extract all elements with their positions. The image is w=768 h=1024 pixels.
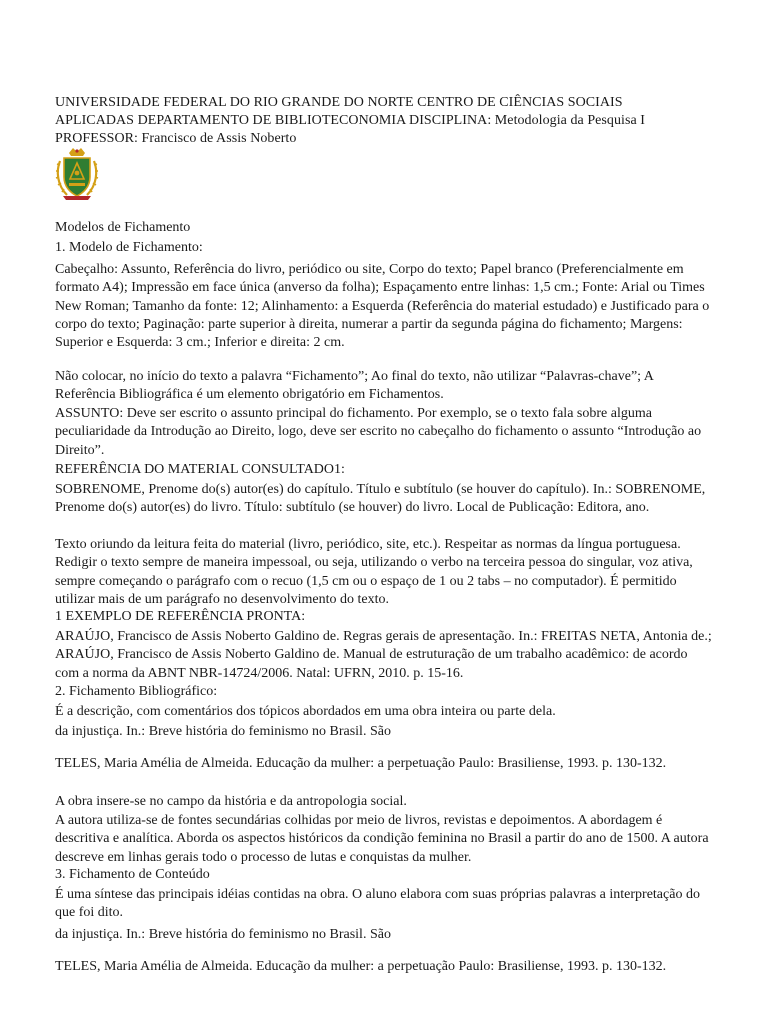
header-line-department: APLICADAS DEPARTAMENTO DE BIBLIOTECONOMIA DISCIPLINA: Metodologia da Pesquisa I [55, 113, 645, 128]
heading-referencia-material: REFERÊNCIA DO MATERIAL CONSULTADO1: [55, 462, 345, 477]
paragraph-injustica-1: da injustiça. In.: Breve história do feminismo no Brasil. São [55, 724, 391, 739]
paragraph-araujo-reference: ARAÚJO, Francisco de Assis Noberto Galdino de. Regras gerais de apresentação. In.: FREITAS NETA, Antonia de.; ARAÚJO, Francisco de Assis Noberto Galdino de. Manual de estruturação de um trabalho acadêmico: de acordo com a norma da ABNT NBR-14724/2006. Natal: UFRN, 2010. p. 15-16. [55, 629, 712, 681]
university-crest-icon [55, 147, 99, 201]
paragraph-teles-reference-2: TELES, Maria Amélia de Almeida. Educação da mulher: a perpetuação Paulo: Brasiliense, 1993. p. 130-132. [55, 959, 667, 974]
heading-fichamento-bibliografico: 2. Fichamento Bibliográfico: [55, 684, 218, 699]
paragraph-descricao: É a descrição, com comentários dos tópicos abordados em uma obra inteira ou parte dela. [55, 704, 556, 719]
paragraph-cabecalho: Cabeçalho: Assunto, Referência do livro, periódico ou site, Corpo do texto; Papel branco (Preferencialmente em formato A4); Impressão em face única (anverso da folha); Espaçamento entre linhas: 1,5 cm.; Fonte: Arial ou Times New Roman; Tamanho da fonte: 12; Alinhamento: a Esquerda (Referência do material estudado) e Justificado para o corpo do texto; Paginação: parte superior à direita, numerar a partir da segunda página do fichamento; Margens: Superior e Esquerda: 3 cm.; Inferior e direita: 2 cm. [55, 262, 710, 351]
heading-model-1: 1. Modelo de Fichamento: [55, 240, 203, 255]
paragraph-texto-oriundo: Texto oriundo da leitura feita do material (livro, periódico, site, etc.). Respeitar as normas da língua portuguesa. Redigir o texto sempre de maneira impessoal, ou seja, utilizando o verbo na terceira pessoa do singular, voz ativa, sempre começando o parágrafo com o recuo (1,5 cm ou o espaço de 1 ou 2 tabs – no computador). É permitido utilizar mais de um parágrafo no desenvolvimento do texto. [55, 537, 693, 607]
heading-fichamento-conteudo: 3. Fichamento de Conteúdo [55, 867, 210, 882]
section-title-models: Modelos de Fichamento [55, 220, 191, 235]
paragraph-sintese: É uma síntese das principais idéias contidas na obra. O aluno elabora com suas próprias palavras a interpretação do que foi dito. [55, 887, 700, 921]
paragraph-teles-reference-1: TELES, Maria Amélia de Almeida. Educação da mulher: a perpetuação Paulo: Brasiliense, 1993. p. 130-132. [55, 756, 667, 771]
paragraph-autora-utiliza: A autora utiliza-se de fontes secundárias colhidas por meio de livros, revistas e depoimentos. A abordagem é descritiva e analítica. Aborda os aspectos históricos da condição feminina no Brasil a partir do ano de 1500. A autora descreve em linhas gerais todo o processo de lutas e conquistas da mulher. [55, 813, 709, 865]
header-line-professor: PROFESSOR: Francisco de Assis Noberto [55, 131, 297, 146]
paragraph-obra-insere: A obra insere-se no campo da história e da antropologia social. [55, 794, 407, 809]
paragraph-sobrenome: SOBRENOME, Prenome do(s) autor(es) do capítulo. Título e subtítulo (se houver do capítulo). In.: SOBRENOME, Prenome do(s) autor(es) do livro. Título: subtítulo (se houver) do livro. Local de Publicação: Editora, ano. [55, 482, 706, 516]
paragraph-assunto: ASSUNTO: Deve ser escrito o assunto principal do fichamento. Por exemplo, se o texto fala sobre alguma peculiaridade da Introdução ao Direito, logo, deve ser escrito no cabeçalho do fichamento o assunto “Introdução ao Direito”. [55, 406, 702, 458]
heading-exemplo-referencia: 1 EXEMPLO DE REFERÊNCIA PRONTA: [55, 609, 306, 624]
paragraph-injustica-2: da injustiça. In.: Breve história do feminismo no Brasil. São [55, 927, 391, 942]
paragraph-nao-colocar: Não colocar, no início do texto a palavra “Fichamento”; Ao final do texto, não utilizar “Palavras-chave”; A Referência Bibliográfica é um elemento obrigatório em Fichamentos. [55, 369, 654, 403]
header-line-university: UNIVERSIDADE FEDERAL DO RIO GRANDE DO NORTE CENTRO DE CIÊNCIAS SOCIAIS [55, 95, 623, 110]
